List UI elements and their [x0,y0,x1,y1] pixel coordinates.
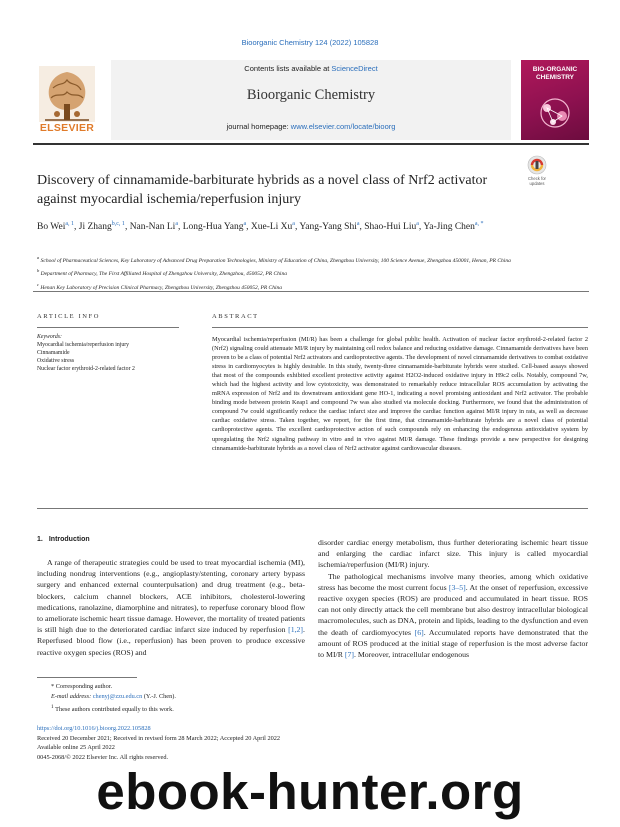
affiliation-text: Henan Key Laboratory of Precision Clinical Pharmacy, Zhengzhou University, Zhengzhou 450052, PR China [40,284,283,291]
footnote-symbol: 1 [51,704,54,710]
affiliation-item [37,266,557,279]
affiliation-marker: b [37,268,40,274]
author-affiliation-marker: a [416,221,419,227]
abstract-end-divider [37,508,588,509]
author-name-text: Ya-Jing Chen [423,222,475,233]
citation-link[interactable]: [3–5] [448,582,466,592]
equal-contribution-note [37,702,337,715]
affiliation-item [37,253,557,266]
body-paragraph [318,571,588,661]
cover-title-line-1: BIO-ORGANIC [532,66,578,73]
section-number: 1. [37,536,43,543]
body-text: A range of therapeutic strategies could be used to treat myocardial ischemia (MI), including nondrug interventions (e.g., angioplasty/stenting, coronary artery bypass surgery and enhanced external counterpulsation) and drug treatment (e.g., beta-blockers, calcium channel blockers, ACE inhibitors, cholesterol-lowering medications, ranolazine, diamorphine and nitrates), to reperfuse coronary blood flow to ameliorate ischemic heart tissue damage. However, the mortality of treated patients is still high due to the deteriorated cardiac infarct size induced by reperfusion [37,558,305,635]
citation-link[interactable]: [7] [344,650,354,660]
author-name-text: Long-Hua Yang [182,222,244,233]
author-name-text: Bo Wei [37,222,66,233]
journal-cover-image[interactable] [521,60,589,140]
article-info-divider [37,327,179,328]
author-name[interactable] [37,222,74,232]
author-name[interactable] [183,222,246,232]
citation-link[interactable]: [1,2] [288,625,304,635]
online-date: Available online 25 April 2022 [37,744,115,751]
body-text: The pathological mechanisms involve many theories, among which oxidative stress has become the most current focus [318,571,588,592]
abstract-heading: ABSTRACT [212,313,259,320]
author-affiliation-marker: a, 1 [65,221,75,227]
keyword-item: Myocardial ischemia/reperfusion injury [37,342,130,348]
sciencedirect-link[interactable]: ScienceDirect [331,64,378,73]
journal-homepage-line [111,122,511,131]
footnote-divider [37,677,137,678]
copyright-line: 0045-2068/© 2022 Elsevier Inc. All rights reserved. [37,753,169,761]
author-name-text: Ji Zhang [78,222,112,233]
corresponding-author-note [37,682,337,692]
publisher-wordmark: ELSEVIER [39,122,95,134]
author-name[interactable] [364,222,419,232]
keyword-item: Nuclear factor erythroid-2-related factor 2 [37,366,135,372]
footnote-text: These authors contributed equally to this work. [55,706,174,714]
citation-link[interactable]: [6] [414,627,424,637]
author-name-text: Yang-Yang Shi [299,222,357,233]
contents-available-line [111,64,511,73]
keyword-item: Oxidative stress [37,358,75,364]
cover-title [524,66,586,81]
cover-title-line-2: CHEMISTRY [535,73,575,81]
journal-name: Bioorganic Chemistry [246,87,376,103]
affiliation-marker: c [37,281,39,287]
journal-header-box [111,60,511,140]
body-column-right [318,537,588,660]
abstract-divider [212,327,588,328]
author-name-text: Shao-Hui Liu [364,222,417,233]
author-affiliation-marker: a, * [474,221,484,227]
watermark-text: ebook-hunter.org [96,763,524,820]
author-name[interactable] [299,222,359,232]
affiliation-text: School of Pharmaceutical Sciences, Key Laboratory of Advanced Drug Preparation Technologies, Ministry of Education of China, Zhengzhou University, 100 Science Avenue, Zhengzhou 450001, Henan, PR China [40,257,511,264]
journal-homepage-link[interactable]: www.elsevier.com/locate/bioorg [290,122,396,131]
keywords-block [37,333,187,373]
author-name[interactable] [130,222,178,232]
cover-molecule-graphic-icon [531,96,579,130]
footnote-symbol: * [51,683,55,690]
affiliation-list [37,253,557,293]
affiliation-text: Department of Pharmacy, The First Affiliated Hospital of Zhengzhou University, Zhengzhou, 450052, PR China [40,271,287,278]
email-suffix: (Y.-J. Chen). [142,693,176,700]
check-for-updates-icon[interactable] [522,154,552,187]
keyword-item: Cinnamamide [37,350,70,356]
article-info-heading: ARTICLE INFO [37,313,101,320]
received-dates: Received 20 December 2021; Received in revised form 28 March 2022; Accepted 20 April 2022 [37,734,281,742]
author-affiliation-marker: a [243,221,247,227]
body-paragraph: disorder cardiac energy metabolism, thus further deteriorating ischemic heart tissue and enlarging the cardiac infarct size. This injury is called myocardial ischemia/reperfusion (MI/R) injury. [318,538,588,570]
body-text: . Accumulated reports have demonstrated that the amount of ROS produced at the initial stage of reperfusion is the most adverse factor to MI/R [318,627,588,660]
footnote-text: Corresponding author. [55,683,113,690]
email-link[interactable]: chenyj@zzu.edu.cn [92,693,143,700]
author-affiliation-marker: b,c, 1 [111,221,125,227]
homepage-prefix: journal homepage: [226,122,291,131]
affiliation-marker: a [37,255,40,260]
masthead-divider [33,143,589,145]
check-badge-line-2: updates [529,181,545,186]
author-name-text: Nan-Nan Li [129,222,176,233]
author-name[interactable] [251,222,295,232]
section-title: Introduction [48,536,90,543]
doi-link[interactable]: https://doi.org/10.1016/j.bioorg.2022.105828 [37,725,151,732]
contents-prefix: Contents lists available at [244,64,332,73]
publication-info [37,724,337,762]
email-label: E-mail address: [51,693,93,700]
footnotes [37,682,337,715]
body-text: . Reperfused blood flow (i.e., reperfusion) has been proven to produce excessive reactive oxygen species (ROS) and [37,625,305,657]
journal-masthead [33,60,589,140]
author-name-text: Xue-Li Xu [250,222,293,233]
body-column-left [37,557,305,658]
affiliation-divider [33,291,589,292]
abstract-text: Myocardial ischemia/reperfusion (MI/R) has been a challenge for global public health. Activation of nuclear factor erythroid-2-related factor 2 (Nrf2) signaling could attenuate MI/R injury by maintaining cell redox balance and reducing oxidative damage. Cinnamamide derivatives have been proven to be a class of potential Nrf2 activators and cardioprotective agents. The development of novel cinnamamide derivatives to combat oxidative stress in cardiomyocytes is highly desirable. In this study, twenty-three cinnamamide-barbiturate hybrids were studied. Cell-based assays showed that most of the compounds exhibited excellent protective activity against H2O2-induced oxidative injury in H9c2 cells. Notably, compound 7w, which had the highest activity and low cytotoxicity, was demonstrated to remarkably reduce intracellular ROS accumulation by activating the mRNA expression of Nrf2 and its downstream antioxidant gene HO-1, indicating a novel promising antioxidant and Nrf2 activator. The probable binding mode between protein Keap1 and compound 7w was also studied via molecule docking. Furthermore, we found that the administration of compound 7w could significantly reduce the cardiac infarct size and improve the cardiac function against MI/R injury in rats, as well as decrease cardiac oxidative stress. Taken together, we report, for the first time, that cinnamamide-barbiturate hybrids are a novel class of potential cardioprotective agents. The excellent cardioprotective action of such compounds rely on enhancing the endogenous antioxidative system by upregulating the Nrf2 signaling pathway in vitro and in vivo against MI/R damage. These findings provide a new perspective for designing cinnamamide-barbiturate hybrids as a novel class of Nrf2 activator against cardiovascular diseases. [212,336,588,452]
article-title: Discovery of cinnamamide-barbiturate hybrids as a novel class of Nrf2 activator against myocardial ischemia/reperfusion injury [37,173,488,207]
email-note [37,692,337,702]
body-text: . Moreover, intracellular endogenous [353,650,470,660]
author-name[interactable] [423,222,483,232]
author-list: Bo Wei$^{a, 1}$, Ji Zhang$^{b,c, 1}$, Nan-Nan Li$^a$, Long-Hua Yang$^a$, Xue-Li Xu$^a$, Yang-Yang Shi$^a$, Shao-Hui Liu$^a$, Ya-Jing Chen$^{a, *}$ [37,221,484,233]
check-badge-line-1: Check for [528,176,546,181]
journal-citation-link[interactable]: Bioorganic Chemistry 124 (2022) 105828 [241,38,379,47]
body-text: . At the onset of reperfusion, excessive reactive oxygen species (ROS) are produced and accumulated in heart tissue. ROS can not only directly attack the cell membrane but also destroy intracellular biological macromolecules, such as DNA, protein and lipids, leading to the dysfunction and even the death of cardiomyocytes [318,582,589,637]
author-affiliation-marker: a [356,221,360,227]
introduction-heading [37,536,90,543]
keywords-label: Keywords: [37,334,62,340]
author-name[interactable] [79,222,125,232]
author-affiliation-marker: a [175,221,178,227]
author-affiliation-marker: a [292,221,295,227]
